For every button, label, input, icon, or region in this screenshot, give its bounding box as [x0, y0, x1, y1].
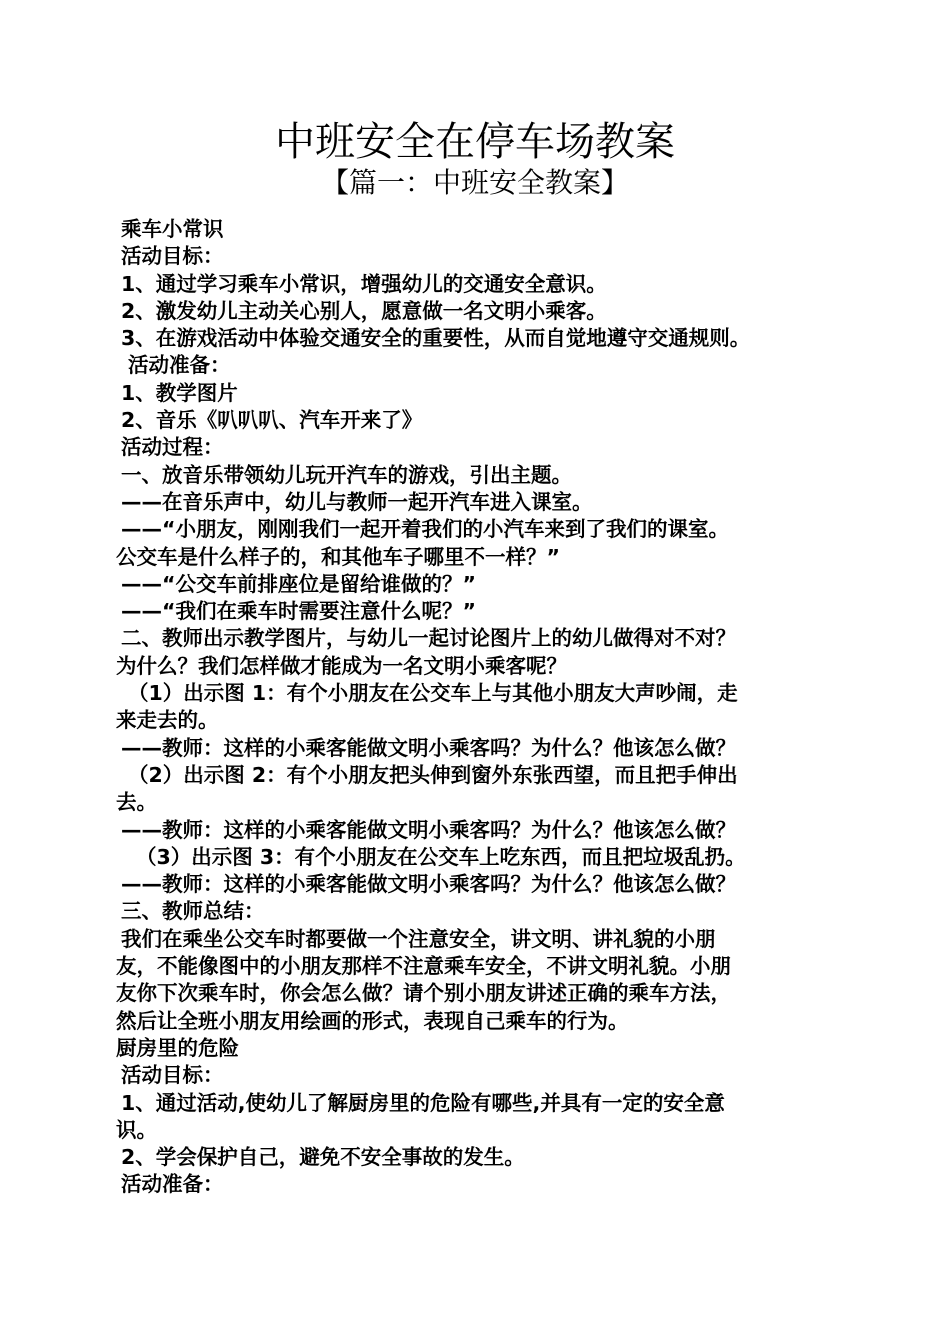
text-line: 三、教师总结： — [121, 899, 265, 924]
text-line: 活动目标： — [121, 244, 224, 269]
text-line: 活动过程： — [121, 435, 224, 460]
text-line: （3）出示图 3：有个小朋友在公交车上吃东西，而且把垃圾乱扔。 — [136, 844, 746, 869]
text-line: 友，不能像图中的小朋友那样不注意乘车安全，不讲文明礼貌。小朋 — [116, 954, 731, 979]
section-heading-kitchen-danger: 厨房里的危险 — [116, 1035, 239, 1060]
text-line: 二、教师出示教学图片，与幼儿一起讨论图片上的幼儿做得对不对？ — [121, 626, 736, 651]
text-line: 我们在乘坐公交车时都要做一个注意安全，讲文明、讲礼貌的小朋 — [121, 926, 716, 951]
text-line: 去。 — [116, 790, 157, 815]
section-heading-ride-tips: 乘车小常识 — [121, 217, 224, 241]
text-line: 为什么？我们怎样做才能成为一名文明小乘客呢？ — [116, 653, 567, 678]
text-line: ——教师：这样的小乘客能做文明小乘客吗？为什么？他该怎么做？ — [121, 735, 736, 760]
text-line: 1、通过学习乘车小常识，增强幼儿的交通安全意识。 — [121, 271, 607, 296]
text-line: 一、放音乐带领幼儿玩开汽车的游戏，引出主题。 — [121, 462, 572, 487]
text-line: 1、通过活动,使幼儿了解厨房里的危险有哪些,并具有一定的安全意 — [121, 1090, 725, 1115]
document-body — [116, 216, 846, 1199]
text-line: ——在音乐声中，幼儿与教师一起开汽车进入课室。 — [121, 489, 593, 514]
text-line: 活动准备： — [121, 1172, 224, 1197]
text-line: （1）出示图 1：有个小朋友在公交车上与其他小朋友大声吵闹，走 — [128, 681, 738, 706]
text-line: 友你下次乘车时，你会怎么做？请个别小朋友讲述正确的乘车方法， — [116, 981, 731, 1006]
document-subtitle: 【篇一：中班安全教案】 — [320, 166, 629, 199]
text-line: ——“我们在乘车时需要注意什么呢？” — [121, 599, 476, 624]
text-line: 3、在游戏活动中体验交通安全的重要性，从而自觉地遵守交通规则。 — [121, 326, 751, 351]
text-line: 识。 — [116, 1117, 157, 1142]
text-line: ——“小朋友，刚刚我们一起开着我们的小汽车来到了我们的课室。 — [121, 517, 729, 542]
text-line: 2、音乐《叭叭叭、汽车开来了》 — [121, 408, 423, 433]
text-line: 1、教学图片 — [121, 380, 238, 405]
text-line: 2、学会保护自己，避免不安全事故的发生。 — [121, 1145, 525, 1170]
text-line: ——教师：这样的小乘客能做文明小乘客吗？为什么？他该怎么做？ — [121, 872, 736, 897]
text-line: 2、激发幼儿主动关心别人，愿意做一名文明小乘客。 — [121, 298, 607, 323]
text-line: 活动目标： — [121, 1063, 224, 1088]
text-line: 来走去的。 — [116, 708, 219, 733]
text-line: ——教师：这样的小乘客能做文明小乘客吗？为什么？他该怎么做？ — [121, 817, 736, 842]
text-line: （2）出示图 2：有个小朋友把头伸到窗外东张西望，而且把手伸出 — [128, 762, 738, 787]
text-line: 然后让全班小朋友用绘画的形式，表现自己乘车的行为。 — [116, 1008, 629, 1033]
text-line: ——“公交车前排座位是留给谁做的？” — [121, 571, 476, 596]
document-title: 中班安全在停车场教案 — [275, 119, 675, 165]
text-line: 公交车是什么样子的，和其他车子哪里不一样？” — [116, 544, 560, 569]
text-line: 活动准备： — [128, 353, 231, 378]
